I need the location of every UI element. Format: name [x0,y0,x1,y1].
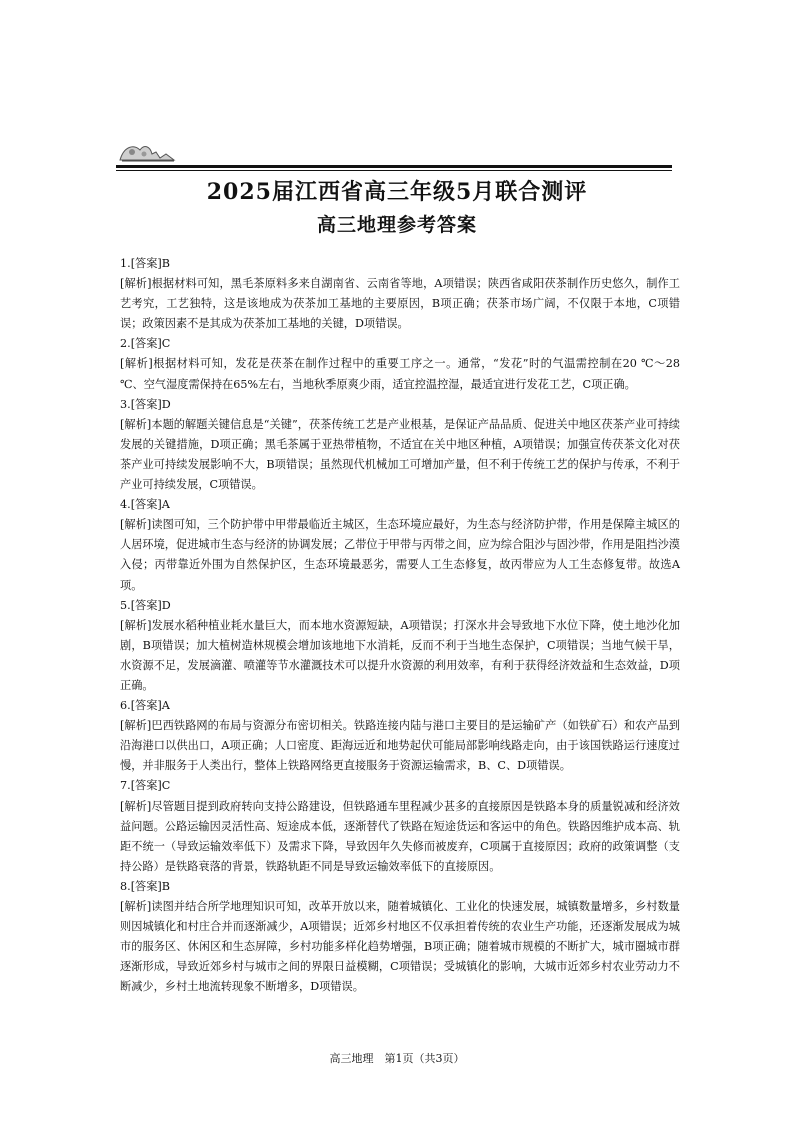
question-block [120,877,680,998]
answer-text: [答案]D [130,598,171,612]
answer-line [120,254,680,274]
answer-list [120,254,680,997]
question-block [120,254,680,334]
analysis-text: [解析]读图可知，三个防护带中甲带最临近主城区，生态环境应最好，为生态与经济防护带，作用是保障主城区的人居环境，促进城市生态与经济的协调发展；乙带位于甲带与丙带之间，应为综合阻沙与固沙带，作用是阻挡沙漠入侵；丙带靠近外围为自然保护区，生态环境最恶劣，需要人工生态修复，故丙带应为人工生态修复带。故选A项。 [120,518,680,592]
answer-line [120,776,680,796]
question-number: 2. [120,337,131,351]
question-block [120,776,680,876]
answer-text: [答案]A [130,699,170,713]
analysis-text: [解析]发展水稻种植业耗水量巨大，而本地水资源短缺，A项错误；打深水井会导致地下水位下降，使土地沙化加剧，B项错误；加大植树造林规模会增加该地地下水消耗，反而不利于当地生态保护，C项错误；当地气候干旱，水资源不足，发展滴灌、喷灌等节水灌溉技术可以提升水资源的利用效率，有利于获得经济效益和生态效益，D项正确。 [120,618,680,692]
answer-line [120,596,680,616]
answer-text: [答案]B [130,879,171,893]
answer-text: [答案]C [130,779,171,793]
answer-line [120,495,680,515]
question-number: 7. [120,779,131,793]
page-footer: 高三地理 第1页（共3页） [329,1052,465,1065]
analysis-text: [解析]根据材料可知，发花是茯茶在制作过程中的重要工序之一。通常，“发花”时的气温需控制在20 ℃～28 ℃、空气湿度需保持在65%左右，当地秋季原爽少雨，适宜控温控湿，最适宜进行发花工艺，C项正确。 [120,357,680,391]
header-rule-thick [116,165,672,168]
question-block [120,495,680,595]
question-block [120,334,680,394]
question-block [120,596,680,696]
analysis-text: [解析]本题的解题关键信息是“关键”，茯茶传统工艺是产业根基，是保证产品品质、促进关中地区茯茶产业可持续发展的关键措施，D项正确；黑毛茶属于亚热带植物，不适宜在关中地区种植，A项错误；加强宣传茯茶文化对茯茶产业可持续发展影响不大，B项错误；虽然现代机械加工可增加产量，但不利于传统工艺的保护与传承，不利于产业可持续发展，C项错误。 [120,417,680,492]
question-number: 8. [120,879,131,893]
question-block [120,696,680,776]
question-number: 3. [120,397,131,411]
question-number: 6. [120,699,131,713]
answer-line [120,877,680,897]
question-number: 1. [120,257,131,270]
answer-text: [答案]A [130,498,170,512]
answer-text: [答案]B [130,257,171,270]
document-title: 2025届江西省高三年级5月联合测评 [206,179,588,205]
publisher-logo [116,140,178,164]
answer-line [120,696,680,716]
question-block [120,395,680,495]
answer-line [120,334,680,354]
question-number: 5. [120,598,131,612]
question-number: 4. [120,498,131,512]
analysis-text: [解析]根据材料可知，黑毛茶原料多来自湖南省、云南省等地，A项错误；陕西省咸阳茯茶制作历史悠久，制作工艺考究，工艺独特，这是该地成为茯茶加工基地的主要原因，B项正确；茯茶市场广阔，不仅限于本地，C项错误；政策因素不是其成为茯茶加工基地的关键，D项错误。 [120,277,680,331]
header-rule-thin [116,170,672,171]
answer-text: [答案]C [130,337,171,351]
analysis-text: [解析]巴西铁路网的布局与资源分布密切相关。铁路连接内陆与港口主要目的是运输矿产（如铁矿石）和农产品到沿海港口以供出口，A项正确；人口密度、距海远近和地势起伏可能局部影响线路走向，由于该国铁路运行速度过慢，并非服务于人类出行，整体上铁路网络更直接服务于资源运输需求，B、C、D项错误。 [120,719,680,773]
answer-text: [答案]D [130,397,171,411]
analysis-text: [解析]尽管题目提到政府转向支持公路建设，但铁路通车里程减少甚多的直接原因是铁路本身的质量锐减和经济效益问题。公路运输因灵活性高、短途成本低，逐渐替代了铁路在短途货运和客运中的角色。铁路因维护成本高、轨距不统一（导致运输效率低下）及需求下降，导致因年久失修而被废弃，C项属于直接原因；政府的政策调整（支持公路）是铁路衰落的背景，铁路轨距不同是导致运输效率低下的直接原因。 [120,799,680,873]
analysis-text: [解析]读图并结合所学地理知识可知，改革开放以来，随着城镇化、工业化的快速发展，城镇数量增多，乡村数量则因城镇化和村庄合并而逐渐减少，A项错误；近郊乡村地区不仅承担着传统的农业生产功能，还逐渐发展成为城市的服务区、休闲区和生态屏障，乡村功能多样化趋势增强，B项正确；随着城市规模的不断扩大，城市圈城市群逐渐形成，导致近郊乡村与城市之间的界限日益模糊，C项错误；受城镇化的影响，大城市近郊乡村农业劳动力不断减少，乡村土地流转现象不断增多，D项错误。 [120,900,680,994]
answer-line [120,395,680,415]
document-subtitle: 高三地理参考答案 [316,214,477,236]
